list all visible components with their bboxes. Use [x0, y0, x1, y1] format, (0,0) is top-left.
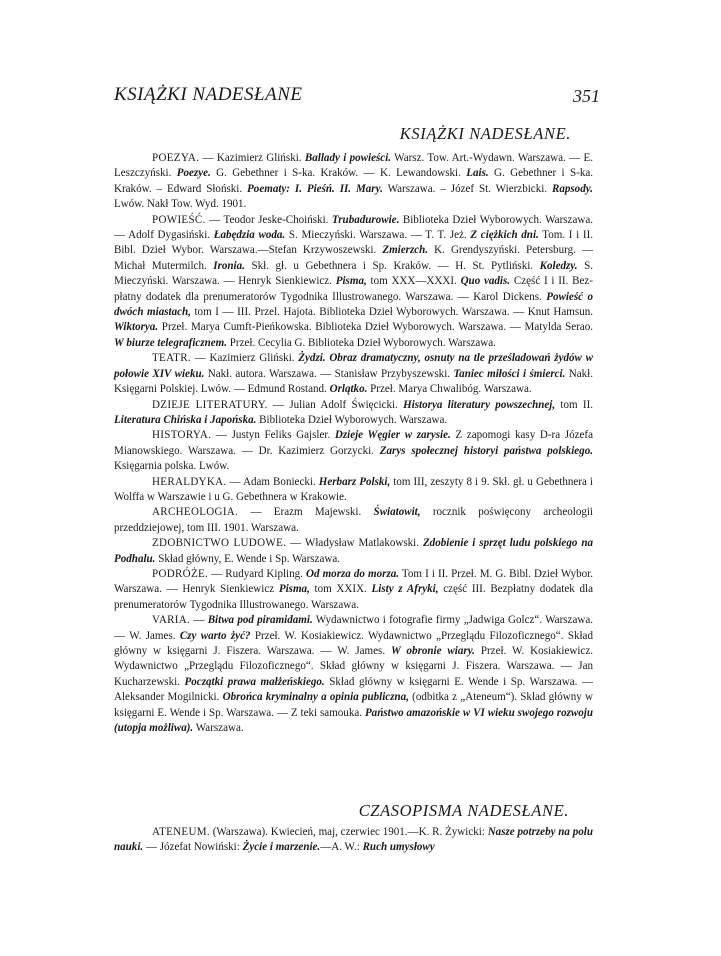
entry-text: — Erazm Majewski. — [238, 506, 374, 519]
entry-text: część III. Bezpłatny dodatek dla prenumeratorów Tygodnika Illustrowanego. Warszawa. — [114, 583, 593, 611]
book-title: Historya literatury powszechnej, — [403, 398, 556, 411]
entry-text: Z zapomogi kasy D-ra Józefa Mianowskiego. Warszawa. — Dr. Kazimierz Gorzycki. — [114, 429, 593, 457]
book-title: Koledzy. — [539, 259, 578, 272]
entry-text: — Władysław Matlakowski. — [286, 537, 423, 550]
book-title: Powieść o dwóch miastach, — [114, 290, 593, 319]
book-title: Taniec miłości i śmierci. — [453, 367, 566, 380]
category-label: POEZYA. — [152, 152, 200, 164]
entry-text: Przeł. Cecylia G. Biblioteka Dzieł Wyborowych. Warszawa. — [227, 336, 496, 349]
book-title: Nasze potrzeby na polu nauki. — [114, 826, 593, 854]
entry-powiesc — [114, 213, 593, 352]
page-number: 351 — [573, 86, 600, 106]
book-title: Światowit, — [373, 506, 421, 519]
book-title: Początki prawa małżeńskiego. — [184, 675, 325, 688]
entry-teatr — [114, 351, 593, 397]
entry-text: tom II. — [555, 398, 594, 411]
book-title: Obrońca kryminalny a opinia publiczna, — [222, 691, 409, 704]
book-title: Quo vadis. — [460, 275, 511, 288]
entry-text: Skład główny, E. Wende i Sp. Warszawa. — [155, 552, 340, 565]
entry-text: — Józefat Nowiński: — [143, 841, 243, 854]
books-section — [114, 151, 593, 736]
entry-text: (odbitka z „Ateneum“). Skład główny w księgarni E. Wende i Sp. Warszawa. — Z teki samouka. — [114, 691, 594, 719]
book-title: Bitwa pod piramidami. — [207, 614, 313, 627]
book-title: Poematy: I. Pieśń. II. Mary. — [247, 182, 383, 195]
entry-poezya — [114, 151, 593, 213]
category-label: TEATR. — [152, 352, 191, 365]
entry-text: (Warszawa). Kwiecień, maj, czerwiec 1901.—K. R. Żywicki: — [209, 826, 488, 838]
entry-text: S. Mieczyński. Warszawa. — Henryk Sienkiewicz. — [114, 259, 594, 288]
entry-text: Tom. I i II. Bibl. Dzieł Wybor. Warszawa.—Stefan Krzywoszewski. — [114, 229, 594, 257]
entry-text: rocznik poświęcony archeologii przeddziejowej, tom III. 1901. Warszawa. — [114, 506, 593, 534]
entry-text: Przeł. W. Kosiakiewicz. Wydawnictwo „Przeglądu Filozoficznego“. Skład główny w księgarni J. Fiszera. Warszawa. — W. James. — [114, 629, 593, 657]
book-title: Z ciężkich dni. — [470, 229, 539, 242]
entry-text: Lwów. Nakł Tow. Wyd. 1901. — [114, 198, 247, 211]
category-label: VARIA. — [152, 614, 191, 627]
entry-text: G. Gebethner i S-ka. Kraków. — K. Lewandowski. — [210, 167, 467, 180]
entry-podroze — [114, 567, 593, 613]
entry-text: — Kazimierz Gliński. — [199, 152, 305, 164]
entry-text: tom III, zeszyty 8 i 9. Skł. gł. u Gebethnera i Wolffa w Warszawie i u G. Gebethnera w Krakowie. — [114, 475, 594, 503]
entry-text: — Justyn Feliks Gajsler. — [211, 429, 335, 442]
book-title: Pisma, — [278, 583, 310, 596]
entry-text: tom XXX—XXXI. — [366, 275, 461, 288]
entry-text: tom I — III. Przel. Hajota. Biblioteka Dzieł Wyborowych. Warszawa. — Knut Hamsun. — [190, 306, 594, 319]
entry-text: Warszawa. – Józef St. Wierzbicki. — [382, 182, 552, 195]
book-title: W biurze telegraficznem. — [114, 336, 228, 349]
book-title: Zdobienie i sprzęt ludu polskiego na Podhalu. — [114, 537, 593, 565]
entry-text: Część I i II. Bezpłatny dodatek dla prenumeratorów Tygodnika Illustrowanego. Warszawa. — Karol Dickens. — [114, 275, 594, 303]
book-title: Żydzi. Obraz dramatyczny, osnuty na tle prześladowań żydów w połowie XIV wieku. — [114, 352, 593, 380]
book-title: Wiktorya. — [114, 321, 159, 334]
book-title: Dzieje Węgier w zarysie. — [334, 429, 451, 442]
entry-text: — Kazimierz Gliński. — [190, 352, 299, 365]
book-title: Trubadurowie. — [331, 213, 400, 226]
entry-text: G. Gebethner i S-ka. Kraków. – Edward Słoński. — [114, 167, 594, 195]
entry-text: — Rudyard Kipling. — [208, 567, 307, 580]
book-title: Lais. — [466, 167, 489, 180]
book-title: Pisma, — [335, 275, 367, 288]
entry-text: Tom I i II. Przeł. M. G. Bibl. Dzieł Wybor. Warszawa. — Henryk Sienkiewicz — [114, 567, 593, 596]
entry-text: — Adam Boniecki. — [226, 475, 319, 488]
book-title: Zarys społecznej historyi państwa polskiego. — [379, 444, 593, 457]
book-title: Zmierzch. — [382, 244, 429, 257]
entry-text: Przeł. W. Kosiakiewicz. Wydawnictwo „Przeglądu Filozoficznego“. Skład główny w księgarni J. Fiszera. Warszawa. — Jan Kucharzewski. — [114, 645, 594, 688]
entry-text: — Julian Adolf Święcicki. — [267, 398, 404, 411]
entry-text: Przeł. Marya Cumft-Pieńkowska. Biblioteka Dzieł Wyborowych. Warszawa. — Matylda Serao. — [158, 321, 593, 334]
book-title: W obronie wiary. — [391, 645, 475, 657]
entry-text: Skł. gł. u Gebethnera i Sp. Kraków. — H. St. Pytliński. — [244, 259, 540, 272]
entry-heraldyka — [114, 475, 593, 506]
category-label: DZIEJE LITERATURY. — [152, 398, 268, 411]
running-title: KSIĄŻKI NADESŁANE — [114, 84, 303, 105]
category-label: PODRÓŻE. — [152, 567, 209, 580]
entry-text: Warszawa. — [193, 722, 244, 735]
entry-text: Wydawnictwo i fotografie firmy „Jadwiga Golcz“. Warszawa. — W. James. — [114, 614, 594, 642]
entry-archeologia — [114, 505, 593, 536]
category-label: ATENEUM. — [152, 826, 210, 838]
entry-text: Biblioteka Dzieł Wyborowych. Warszawa. — Adolf Dygasiński. — [114, 213, 593, 242]
entry-text: Księgarnia polska. Lwów. — [114, 460, 230, 473]
entry-text: tom XXIX. — [309, 583, 372, 596]
book-title: Życie i marzenie. — [242, 841, 321, 854]
entry-text: S. Mieczyński. Warszawa. — T. T. Jeż. — [285, 229, 471, 242]
book-title: Listy z Afryki, — [371, 583, 439, 596]
section-title-periodicals: CZASOPISMA NADESŁANE. — [358, 801, 569, 820]
book-title: Herbarz Polski, — [318, 475, 391, 488]
periodicals-section — [114, 825, 593, 856]
entry-varia — [114, 613, 593, 736]
entry-text: Skład główny w księgarni E. Wende i Sp. Warszawa. — Aleksander Mogilnicki. — [114, 675, 593, 704]
book-title: Ballady i powieści. — [304, 152, 392, 164]
category-label: HISTORYA. — [152, 429, 212, 442]
entry-text: K. Grendyszyński. Petersburg. — Michał Mutermilch. — [114, 244, 593, 272]
entry-text: Nakł. autora. Warszawa. — Stanisław Przybyszewski. — [204, 367, 454, 380]
category-label: ARCHEOLOGIA. — [152, 506, 239, 519]
entry-ateneum — [114, 825, 593, 856]
entry-text: Nakł. Księgarni Polskiej. Lwów. — Edmund Rostand. — [114, 367, 594, 396]
book-title: Rapsody. — [551, 182, 593, 195]
entry-text: — Teodor Jeske-Choiński. — [205, 213, 332, 226]
book-title: Od morza do morza. — [306, 567, 400, 580]
entry-text: —A. W.: — [320, 841, 363, 854]
entry-zdobnictwo — [114, 536, 593, 567]
entry-text: Przeł. Marya Chwalibóg. Warszawa. — [367, 383, 532, 396]
book-title: Czy warto żyć? — [179, 629, 251, 642]
book-title: Poezye. — [176, 167, 211, 180]
category-label: HERALDYKA. — [152, 475, 227, 488]
category-label: POWIEŚĆ. — [152, 213, 206, 226]
entry-historya — [114, 428, 593, 474]
section-title-books: KSIĄŻKI NADESŁANE. — [399, 124, 571, 143]
category-label: ZDOBNICTWO LUDOWE. — [152, 537, 287, 550]
entry-text: Biblioteka Dzieł Wyborowych. Warszawa. — [256, 413, 448, 426]
entry-dzieje-literatury — [114, 398, 593, 429]
book-title: Ironia. — [213, 259, 245, 272]
running-head — [114, 84, 600, 114]
book-title: Ruch umysłowy — [362, 841, 435, 854]
book-title: Orlątko. — [329, 383, 368, 396]
book-title: Łabędzia woda. — [213, 229, 286, 242]
entry-text: — — [190, 614, 208, 627]
entry-text: Warsz. Tow. Art.-Wydawn. Warszawa. — E. Leszczyński. — [114, 152, 593, 180]
book-title: Literatura Chińska i Japońska. — [114, 413, 257, 426]
book-title: Państwo amazońskie w VI wieku swojego rozwoju (utopja możliwa). — [114, 706, 593, 735]
